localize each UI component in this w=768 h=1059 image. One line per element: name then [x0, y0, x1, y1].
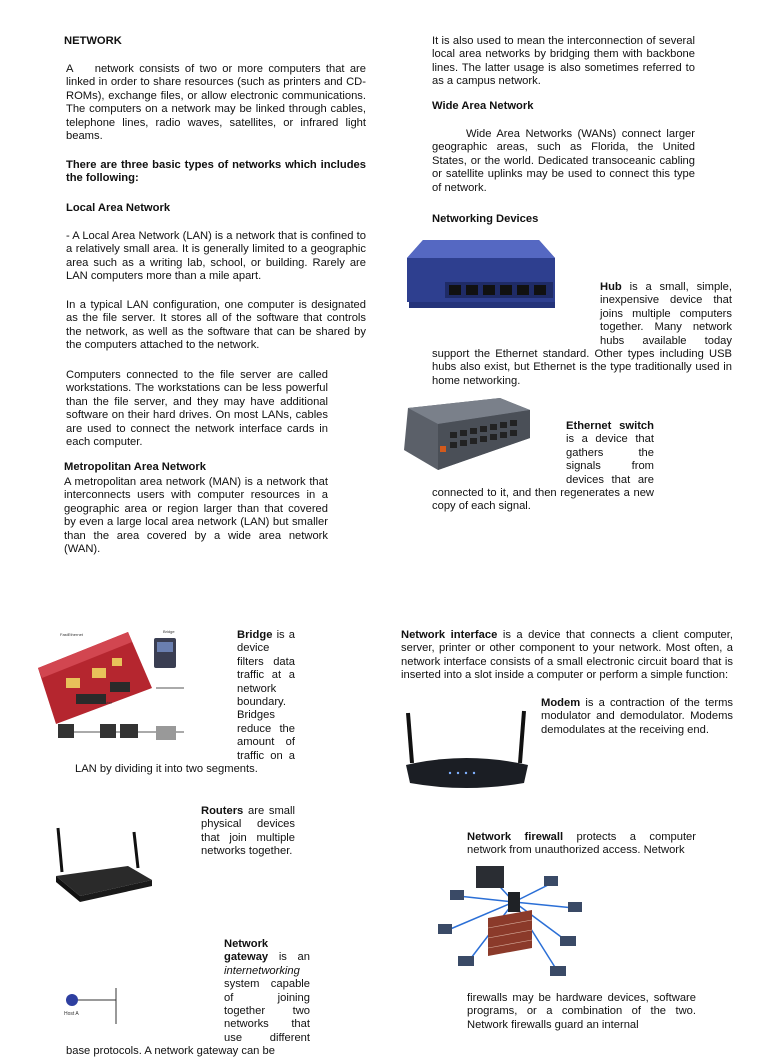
bridge-label-c: Bridge	[163, 629, 175, 634]
gateway-diagram	[60, 986, 140, 1024]
lan-p3	[66, 369, 328, 449]
types-heading	[66, 159, 366, 186]
switch-text: is a device that gathers the signals from devices that are connected to it, and then regenerates a new copy of each signal.	[432, 433, 654, 513]
hub-term: Hub	[600, 281, 622, 293]
routers-paragraph	[75, 805, 295, 873]
gateway-diagram-icon	[60, 986, 140, 1024]
nic-paragraph	[401, 629, 733, 683]
firewall-text2: firewalls may be hardware devices, software programs, or a combination of the two. Network firewalls guard an internal	[467, 992, 696, 1031]
gateway-text: system capable of joining together two networks that use different base protocols. A network gateway can be	[66, 978, 310, 1058]
hub-paragraph	[432, 281, 732, 388]
switch-paragraph	[432, 420, 654, 514]
switch-term: Ethernet switch	[566, 420, 654, 432]
lan-p3-text: Computers connected to the file server are called workstations. The workstations can be less powerful than the file server, and they may have additional software on their hard drives. On most LANs, cables are used to connect the network interface cards in each computer.	[66, 369, 328, 449]
modem-icon	[402, 707, 532, 791]
lan-p1	[66, 230, 366, 284]
lan-heading	[66, 202, 366, 215]
bridge-label-a: FastEthernet	[60, 632, 83, 637]
campus-paragraph	[432, 35, 695, 89]
modem-term: Modem	[541, 697, 581, 709]
lan-p2	[66, 299, 366, 353]
routers-text: are small physical devices that join multiple networks together.	[201, 805, 295, 858]
firewall-term: Network firewall	[467, 831, 564, 843]
nic-term: Network interface	[401, 629, 498, 641]
man-heading-text: Metropolitan Area Network	[64, 461, 206, 473]
hub-text: is a small, simple, inexpensive device that joins multiple computers together. Many network hubs available today support the Ethernet standard. Other types including USB hubs also exist, but Ethernet is the type traditionally used in home networking.	[432, 281, 732, 387]
title-text: NETWORK	[64, 35, 122, 47]
devices-heading-text: Networking Devices	[432, 213, 539, 225]
bridge-term: Bridge	[237, 629, 273, 641]
devices-heading	[432, 213, 695, 226]
nic-text: is a device that connects a client computer, server, printer or other component to your network. Most often, a network interface consists of a small electronic circuit board that is inserted into a slot inside a computer or perform a simple function:	[401, 629, 733, 682]
gateway-italic: internetworking	[224, 964, 300, 977]
modem-image	[402, 707, 532, 791]
gateway-is-an: is an	[278, 951, 310, 964]
lan-heading-text: Local Area Network	[66, 202, 171, 214]
bridge-text: is a device filters data traffic at a network boundary. Bridges reduce the amount of traffic on a LAN by dividing it into two segments.	[75, 629, 295, 776]
firewall-text1: protects a computer network from unauthorized access. Network	[467, 831, 697, 857]
intro-first: A	[66, 63, 74, 75]
firewall-icon	[428, 862, 586, 986]
intro-rest: network consists of two or more computers that are linked in order to share resources (such as printers and CD-ROMs), exchange files, or allow electronic communications. The computers on a network may be linked through cables, telephone lines, radio waves, satellites, or infrared light beams.	[66, 63, 367, 143]
firewall-paragraph	[467, 831, 696, 858]
wan-heading	[432, 100, 695, 113]
bridge-label-b: Router	[100, 700, 113, 705]
lan-p1-text: - A Local Area Network (LAN) is a network that is confined to a relatively small area. It is generally limited to a geographic area such as a writing lab, school, or building. Rarely are LAN computers more than a mile apart.	[66, 230, 366, 283]
types-heading-text: There are three basic types of networks which includes the following:	[66, 159, 366, 185]
wan-heading-text: Wide Area Network	[432, 100, 534, 112]
wan-p1-text: Wide Area Networks (WANs) connect larger geographic areas, such as Florida, the United States, or the world. Dedicated transoceanic cabling or satellite uplinks may be used to connect this type of network.	[432, 128, 695, 194]
man-heading	[64, 461, 344, 474]
intro-paragraph	[66, 63, 366, 143]
routers-term: Routers	[201, 805, 244, 817]
page-title	[64, 35, 364, 48]
man-p1-text: A metropolitan area network (MAN) is a network that interconnects users with computer resources in a geographic area or region larger than that covered by even a large local area network (LAN) but smaller than the area covered by a wide area network (WAN).	[64, 476, 328, 556]
wan-p1	[432, 128, 695, 195]
gateway-host-label: Host A	[64, 1011, 79, 1017]
modem-text: is a contraction of the terms modulator and demodulator. Modems demodulates at the receiving end.	[541, 697, 734, 736]
gateway-term: Network gateway	[224, 938, 269, 964]
campus-text: It is also used to mean the interconnection of several local area networks by bridging them with backbone lines. The latter usage is also sometimes referred to as a campus network.	[432, 35, 695, 88]
bridge-paragraph	[75, 629, 295, 776]
man-p1	[64, 476, 328, 556]
modem-paragraph	[541, 697, 733, 737]
lan-p2-text: In a typical LAN configuration, one computer is designated as the file server. It stores all of the software that controls the network, as well as the software that can be shared by the computers attached to the network.	[66, 299, 366, 352]
firewall-paragraph-2	[467, 992, 696, 1031]
firewall-image	[428, 862, 586, 986]
